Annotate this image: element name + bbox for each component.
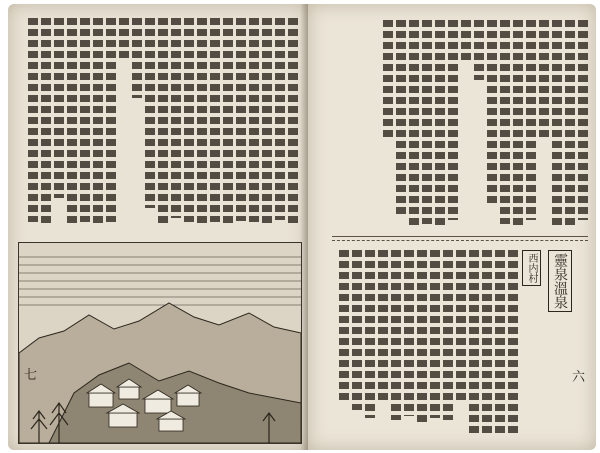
section-title: 靈泉溫泉: [548, 250, 572, 312]
left-upper-text-block: [20, 18, 298, 228]
section-rule: [332, 236, 588, 237]
left-page: [8, 4, 308, 450]
section-rule-dashed: [332, 240, 588, 241]
right-page: [308, 4, 596, 450]
page-number: 六: [572, 370, 586, 385]
page-number: 七: [24, 368, 38, 383]
landscape-illustration: [18, 242, 302, 444]
right-lower-text-block: [332, 250, 518, 440]
open-booklet: [8, 4, 596, 450]
section-subtitle: 西内村: [522, 250, 541, 286]
right-upper-text-block: [348, 20, 588, 230]
